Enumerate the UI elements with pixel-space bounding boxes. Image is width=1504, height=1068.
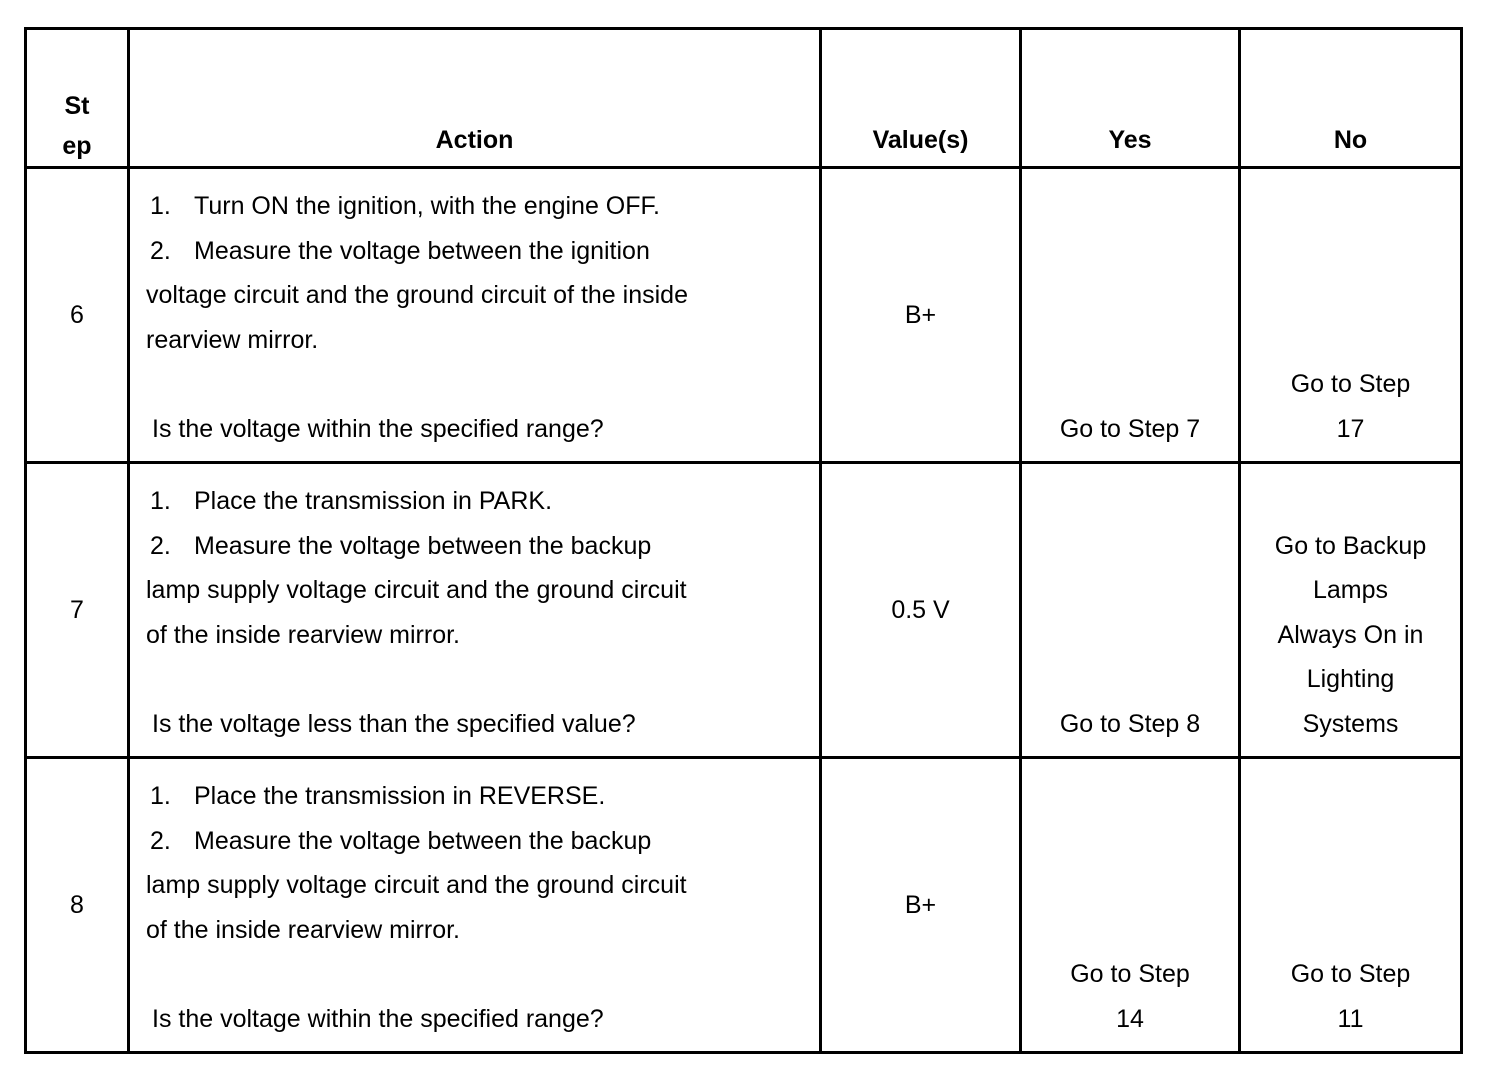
table-row xyxy=(26,758,1462,1053)
header-values xyxy=(821,29,1021,168)
action-cell xyxy=(129,758,821,1053)
yes-text: Go to Step 8 xyxy=(1059,709,1201,738)
action-item-text: Measure the voltage between the backup xyxy=(194,531,652,560)
header-yes-label: Yes xyxy=(1108,126,1152,154)
header-row xyxy=(26,29,1462,168)
header-no xyxy=(1240,29,1462,168)
value-cell xyxy=(821,758,1021,1053)
diagnostic-table xyxy=(24,27,1463,1054)
action-item-text: Measure the voltage between the ignition xyxy=(194,236,650,265)
header-step xyxy=(26,29,129,168)
value-text: B+ xyxy=(904,300,937,329)
yes-text: Go to Step 7 xyxy=(1059,414,1201,443)
table-row xyxy=(26,463,1462,758)
header-values-label: Value(s) xyxy=(872,126,969,154)
value-cell xyxy=(821,168,1021,463)
no-cell xyxy=(1240,168,1462,463)
yes-text: Go to Step xyxy=(1070,960,1190,988)
step-cell xyxy=(26,463,129,758)
step-cell xyxy=(26,168,129,463)
header-action-label: Action xyxy=(435,126,514,154)
value-text: 0.5 V xyxy=(891,595,950,624)
action-item-number: 2. xyxy=(150,826,171,855)
no-text: Go to Backup xyxy=(1274,531,1427,560)
header-step-line2: ep xyxy=(62,132,92,160)
header-step-line1: St xyxy=(64,92,90,120)
step-number: 7 xyxy=(70,595,84,624)
no-text: 11 xyxy=(1337,1004,1364,1033)
no-text: Systems xyxy=(1302,709,1399,738)
header-no-label: No xyxy=(1333,126,1368,154)
action-item-number: 1. xyxy=(150,487,171,515)
action-question: Is the voltage within the specified range? xyxy=(152,1004,604,1033)
no-cell xyxy=(1240,758,1462,1053)
action-question: Is the voltage less than the specified value? xyxy=(152,709,636,738)
action-item-number: 1. xyxy=(150,192,171,220)
action-item-continuation: voltage circuit and the ground circuit of the inside xyxy=(146,281,688,309)
step-number: 6 xyxy=(70,300,84,329)
action-question: Is the voltage within the specified range? xyxy=(152,414,604,443)
yes-cell xyxy=(1021,758,1240,1053)
action-cell xyxy=(129,463,821,758)
table-row xyxy=(26,168,1462,463)
header-yes xyxy=(1021,29,1240,168)
action-item-continuation: of the inside rearview mirror. xyxy=(146,620,461,649)
no-text: Lighting xyxy=(1306,665,1395,693)
yes-text: 14 xyxy=(1116,1004,1144,1033)
action-item-continuation: rearview mirror. xyxy=(146,325,319,354)
action-item-number: 1. xyxy=(150,782,171,810)
action-item-number: 2. xyxy=(150,531,171,560)
no-text: Always On in xyxy=(1277,620,1424,649)
action-item-text: Place the transmission in REVERSE. xyxy=(194,782,606,810)
action-item-text: Turn ON the ignition, with the engine OFF. xyxy=(194,192,660,220)
no-text: Go to Step xyxy=(1290,370,1411,398)
no-text: Lamps xyxy=(1312,576,1389,604)
no-cell xyxy=(1240,463,1462,758)
no-text: Go to Step xyxy=(1290,960,1411,988)
action-item-continuation: of the inside rearview mirror. xyxy=(146,915,461,944)
yes-cell xyxy=(1021,168,1240,463)
action-item-text: Place the transmission in PARK. xyxy=(194,487,553,515)
action-item-continuation: lamp supply voltage circuit and the ground circuit xyxy=(146,871,687,899)
action-cell xyxy=(129,168,821,463)
no-text: 17 xyxy=(1336,414,1365,443)
step-number: 8 xyxy=(70,890,84,919)
value-cell xyxy=(821,463,1021,758)
action-item-number: 2. xyxy=(150,236,171,265)
value-text: B+ xyxy=(904,890,937,919)
action-item-continuation: lamp supply voltage circuit and the ground circuit xyxy=(146,576,687,604)
step-cell xyxy=(26,758,129,1053)
header-action xyxy=(129,29,821,168)
yes-cell xyxy=(1021,463,1240,758)
action-item-text: Measure the voltage between the backup xyxy=(194,826,652,855)
